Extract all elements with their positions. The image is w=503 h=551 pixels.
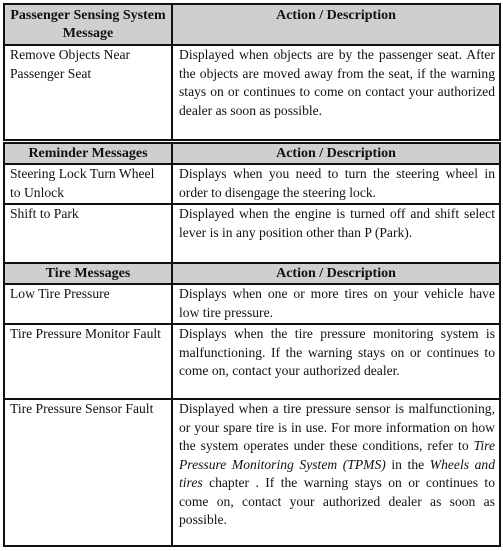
table-row <box>4 204 500 263</box>
table-row <box>4 399 500 546</box>
tire-messages-table <box>3 262 501 547</box>
message-cell: Tire Pressure Monitor Fault <box>4 324 172 399</box>
column-header-message: Tire Messages <box>4 263 172 284</box>
description-cell: Displayed when objects are by the passenger seat. After the objects are moved away from the seat, if the warning stays on or continues to come on contact your authorized dealer as soon as possible. <box>172 45 500 140</box>
column-header-action: Action / Description <box>172 263 500 284</box>
message-cell: Tire Pressure Sensor Fault <box>4 399 172 546</box>
passenger-sensing-table <box>3 3 501 141</box>
column-header-message: Reminder Messages <box>4 143 172 164</box>
tpms-reference: Tire Pressure Monitoring System (TPMS) <box>179 438 495 472</box>
description-cell: Displays when one or more tires on your vehicle have low tire pressure. <box>172 284 500 324</box>
column-header-action: Action / Description <box>172 4 500 45</box>
description-text: in the <box>385 456 430 472</box>
table-row <box>4 324 500 399</box>
description-cell: Displays when the tire pressure monitoring system is malfunctioning. If the warning stays on or continues to come on, contact your authorized dealer. <box>172 324 500 399</box>
chapter-reference: Wheels and tires <box>179 456 495 490</box>
description-cell <box>172 399 500 546</box>
description-text: Displayed when a tire pressure sensor is malfunctioning, or your spare tire is in use. For more information on how the system operates under these conditions, refer to <box>179 401 495 453</box>
description-cell: Displayed when the engine is turned off and shift select lever is in any position other than P (Park). <box>172 204 500 263</box>
reminder-messages-table <box>3 142 501 264</box>
table-row <box>4 164 500 204</box>
table-header-row <box>4 4 500 45</box>
table-row <box>4 45 500 140</box>
description-text: chapter . If the warning stays on or continues to come on, contact your authorized dealer as soon as possible. <box>179 475 495 527</box>
message-cell: Shift to Park <box>4 204 172 263</box>
table-header-row <box>4 143 500 164</box>
column-header-message: Passenger Sensing System Message <box>4 4 172 45</box>
message-cell: Steering Lock Turn Wheel to Unlock <box>4 164 172 204</box>
description-cell: Displays when you need to turn the steering wheel in order to disengage the steering lock. <box>172 164 500 204</box>
message-cell: Remove Objects Near Passenger Seat <box>4 45 172 140</box>
column-header-action: Action / Description <box>172 143 500 164</box>
table-header-row <box>4 263 500 284</box>
message-cell: Low Tire Pressure <box>4 284 172 324</box>
table-row <box>4 284 500 324</box>
